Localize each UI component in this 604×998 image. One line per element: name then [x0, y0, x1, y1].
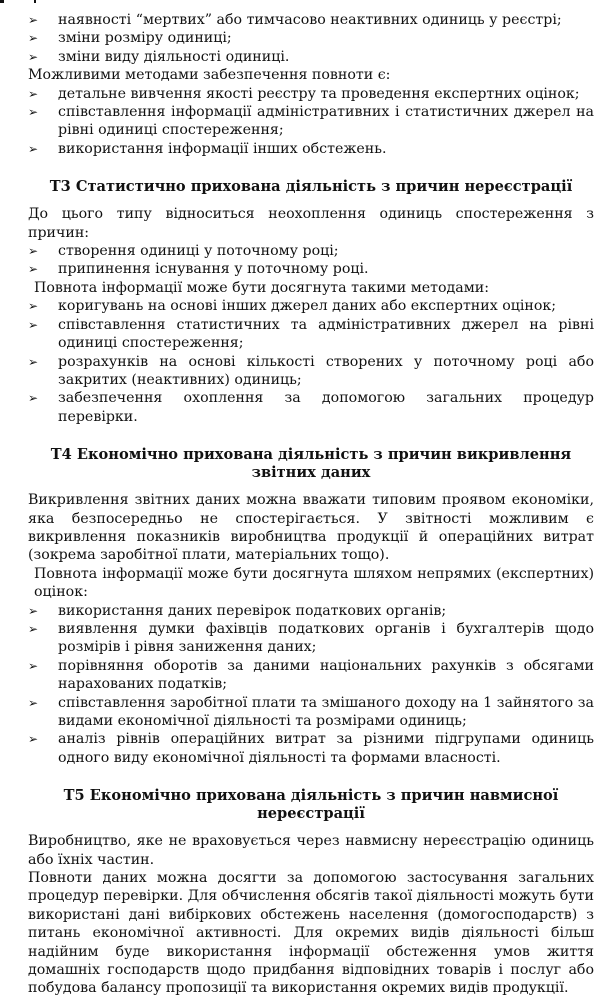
t3-lead: До цього типу відноситься неохоплення одиниць спостереження з причин: — [28, 206, 594, 241]
t4-methods-list — [28, 602, 594, 768]
list-item: ➢ забезпечення охоплення за допомогою загальних процедур перевірки. — [28, 390, 594, 425]
t4-paragraph-2: Повнота інформації може бути досягнута шляхом непрямих (експертних) оцінок: — [34, 565, 594, 601]
list-item: ➢ співставлення заробітної плати та змішаного доходу на 1 зайнятого за видами економічної діяльності та розмірами одиниць; — [28, 694, 594, 729]
list-item: ➢ порівняння оборотів за даними національних рахунків з обсягами нарахованих податків; — [28, 657, 594, 693]
t5-paragraph-2: Повноти даних можна досягти за допомогою застосування загальних процедур перевірки. Для обчислення обсягів такої діяльності можуть бути використані дані вибіркових обстежень населення (домогосподарств) з питань економічної активності. Для окремих видів діяльності більш надійним буде використання інформації обстеження умов життя домашніх господарств щодо придбання відповідних товарів і послуг або побудова балансу пропозиції та використання окремих видів продукції. — [28, 870, 594, 997]
intro-list — [28, 11, 594, 66]
bullet-arrow-icon: ➢ — [28, 658, 39, 673]
bullet-arrow-icon: ➢ — [28, 244, 39, 259]
list-item: ➢ зміни виду діяльності одиниці. — [28, 48, 290, 65]
t3-methods-lead: Повнота інформації може бути досягнута такими методами: — [34, 279, 490, 296]
t3-list — [28, 242, 594, 279]
list-item: ➢ використання інформації інших обстежень. — [28, 140, 387, 157]
list-item: ➢ аналіз рівнів операційних витрат за різними підгрупами одиниць одного виду економічної діяльності та формами власності. — [28, 731, 594, 766]
bullet-arrow-icon: ➢ — [28, 86, 39, 101]
list-item: ➢ створення одиниці у поточному році; — [28, 243, 339, 260]
bullet-arrow-icon: ➢ — [28, 105, 39, 120]
page-content — [28, 11, 594, 998]
section-title-t4: Т4 Економічно прихована діяльність з причин викривлення звітних даних — [50, 446, 572, 482]
list-item: ➢ наявності “мертвих” або тимчасово неактивних одиниць у реєстрі; — [28, 12, 562, 28]
bullet-arrow-icon: ➢ — [28, 732, 39, 747]
bullet-arrow-icon: ➢ — [28, 621, 39, 636]
bullet-arrow-icon: ➢ — [28, 141, 39, 156]
bullet-arrow-icon: ➢ — [28, 603, 39, 618]
list-item: ➢ співставлення статистичних та адміністративних джерел на рівні одиниці спостереження; — [28, 316, 594, 352]
t4-paragraph-1: Викривлення звітних даних можна вважати типовим проявом економіки, яка безпосередньо не спостерігається. У звітності можливим є викривлення показників виробництва продукції й операційних витрат (зокрема заробітної плати, матеріальних тощо). — [28, 492, 594, 564]
intro-methods-lead: Можливими методами забезпечення повноти є: — [28, 67, 391, 84]
list-item: ➢ розрахунків на основі кількості створених у поточному році або закритих (неактивних) одиниць; — [28, 353, 594, 388]
bullet-arrow-icon: ➢ — [28, 354, 39, 369]
list-item: ➢ зміни розміру одиниці; — [28, 30, 232, 47]
header-rule-mark — [34, 0, 36, 3]
header-rule — [0, 0, 4, 3]
bullet-arrow-icon: ➢ — [28, 49, 39, 64]
bullet-arrow-icon: ➢ — [28, 317, 39, 332]
list-item: ➢ детальне вивчення якості реєстру та проведення експертних оцінок; — [28, 85, 580, 102]
bullet-arrow-icon: ➢ — [28, 299, 39, 314]
intro-methods-list — [28, 85, 594, 159]
section-title-t5: Т5 Економічно прихована діяльність з причин навмисної нереєстрації — [63, 787, 559, 823]
bullet-arrow-icon: ➢ — [28, 262, 39, 277]
list-item: ➢ коригувань на основі інших джерел даних або експертних оцінок; — [28, 298, 557, 315]
list-item: ➢ припинення існування у поточному році. — [28, 261, 369, 278]
list-item: ➢ співставлення інформації адміністративних і статистичних джерел на рівні одиниці спостереження; — [28, 104, 594, 139]
bullet-arrow-icon: ➢ — [28, 695, 39, 710]
list-item: ➢ виявлення думки фахівців податкових органів і бухгалтерів щодо розмірів і рівня заниження даних; — [28, 620, 594, 656]
t5-paragraph-1: Виробництво, яке не враховується через навмисну нереєстрацію одиниць або їхніх частин. — [28, 833, 594, 868]
list-item: ➢ використання даних перевірок податкових органів; — [28, 602, 447, 619]
section-title-t3: Т3 Статистично прихована діяльність з причин нереєстрації — [49, 178, 573, 196]
t3-methods-list — [28, 297, 594, 426]
bullet-arrow-icon: ➢ — [28, 13, 39, 27]
bullet-arrow-icon: ➢ — [28, 31, 39, 46]
bullet-arrow-icon: ➢ — [28, 391, 39, 406]
